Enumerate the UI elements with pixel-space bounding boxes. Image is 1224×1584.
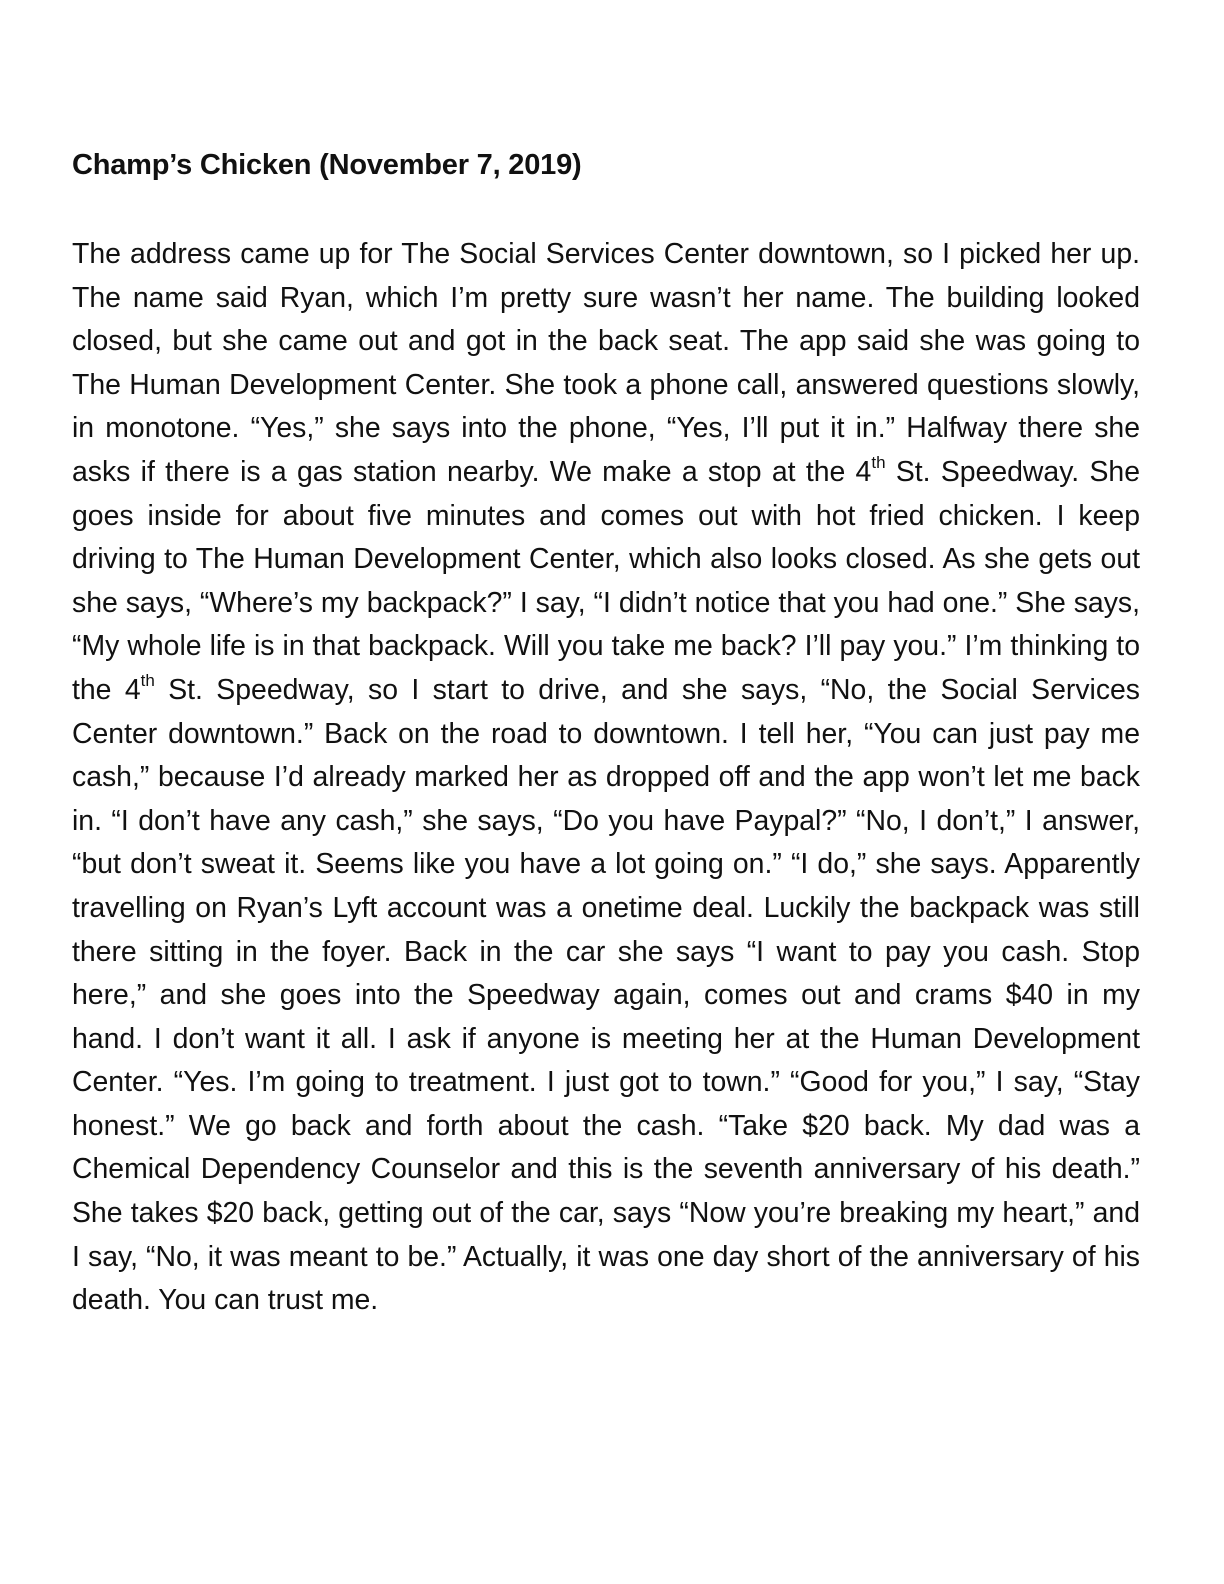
paragraph-text: St. Speedway. She goes inside for about five minutes and comes out with hot fried chicken. I keep driving to The Human Development Center, which also looks closed. As she gets out she says, “Where’s my backpack?” I say, “I didn’t notice that you had one.” She says, “My whole life is in that backpack. Will you take me back? I’ll pay you.” I’m thinking to the 4 (72, 455, 1140, 706)
story-paragraph (72, 233, 1140, 1323)
document-title: Champ’s Chicken (November 7, 2019) (72, 149, 582, 181)
paragraph-text: St. Speedway, so I start to drive, and she says, “No, the Social Services Center downtown.” Back on the road to downtown. I tell her, “You can just pay me cash,” because I’d already marked her as dropped off and the app won’t let me back in. “I don’t have any cash,” she says, “Do you have Paypal?” “No, I don’t,” I answer, “but don’t sweat it. Seems like you have a lot going on.” “I do,” she says. Apparently travelling on Ryan’s Lyft account was a onetime deal. Luckily the backpack was still there sitting in the foyer. Back in the car she says “I want to pay you cash. Stop here,” and she goes into the Speedway again, comes out and crams $40 in my hand. I don’t want it all. I ask if anyone is meeting her at the Human Development Center. “Yes. I’m going to treatment. I just got to town.” “Good for you,” I say, “Stay honest.” We go back and forth about the cash. “Take $20 back. My dad was a Chemical Dependency Counselor and this is the seventh anniversary of his death.” She takes $20 back, getting out of the car, says “Now you’re breaking my heart,” and I say, “No, it was meant to be.” Actually, it was one day short of the anniversary of his death. You can trust me. (72, 673, 1140, 1317)
ordinal-suffix: th (871, 452, 886, 472)
paragraph-text: The address came up for The Social Services Center downtown, so I picked her up. The name said Ryan, which I’m pretty sure wasn’t her name. The building looked closed, but she came out and got in the back seat. The app said she was going to The Human Development Center. She took a phone call, answered questions slowly, in monotone. “Yes,” she says into the phone, “Yes, I’ll put it in.” Halfway there she asks if there is a gas station nearby. We make a stop at the 4 (72, 238, 1140, 488)
ordinal-suffix: th (140, 670, 155, 690)
